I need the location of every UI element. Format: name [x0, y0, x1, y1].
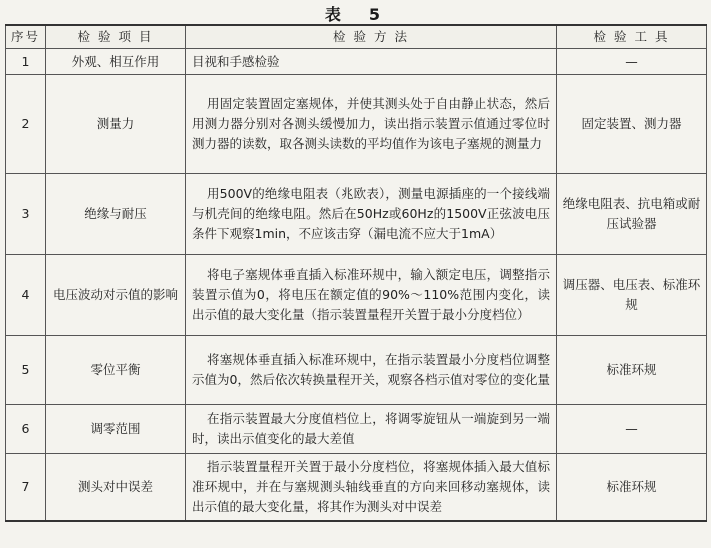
row-method-text: 用500V的绝缘电阻表（兆欧表），测量电源插座的一个接线端与机壳间的绝缘电阻。然后在50Hz或60Hz的1500V正弦波电压条件下观察1min，不应该击穿（漏电流不应大于1mA） [192, 186, 550, 241]
row-item: 测头对中误差 [46, 454, 186, 522]
row-tool: — [557, 49, 707, 75]
row-method [186, 336, 557, 405]
header-no: 序号 [6, 25, 46, 49]
row-method-text: 指示装置量程开关置于最小分度档位，将塞规体插入最大值标准环规中，并在与塞规测头轴线垂直的方向来回移动塞规体，读出示值的最大变化量，将其作为测头对中误差 [192, 459, 550, 514]
header-method: 检 验 方 法 [186, 25, 557, 49]
table-title: 表 5 [324, 5, 387, 24]
row-tool: 标准环规 [557, 336, 707, 405]
row-method [186, 405, 557, 454]
row-method-text: 将塞规体垂直插入标准环规中，在指示装置最小分度档位调整示值为0，然后依次转换量程开关，观察各档示值对零位的变化量 [192, 352, 550, 387]
row-tool: 固定装置、测力器 [557, 75, 707, 174]
row-item: 电压波动对示值的影响 [46, 255, 186, 336]
row-item: 外观、相互作用 [46, 49, 186, 75]
table-row [6, 174, 707, 255]
row-no: 4 [6, 255, 46, 336]
row-item: 调零范围 [46, 405, 186, 454]
row-method [186, 255, 557, 336]
row-method [186, 454, 557, 522]
header-row [6, 25, 707, 49]
row-tool: — [557, 405, 707, 454]
row-method [186, 174, 557, 255]
row-method [186, 75, 557, 174]
table-row [6, 405, 707, 454]
row-item: 测量力 [46, 75, 186, 174]
header-item: 检 验 项 目 [46, 25, 186, 49]
row-no: 5 [6, 336, 46, 405]
row-method-text: 目视和手感检验 [192, 53, 280, 69]
header-tool: 检 验 工 具 [557, 25, 707, 49]
row-item: 零位平衡 [46, 336, 186, 405]
row-tool: 调压器、电压表、标准环规 [557, 255, 707, 336]
row-no: 1 [6, 49, 46, 75]
inspection-table [5, 24, 707, 522]
row-method-text: 将电子塞规体垂直插入标准环规中，输入额定电压，调整指示装置示值为0，将电压在额定值的90%～110%范围内变化，读出示值的最大变化量（指示装置量程开关置于最小分度档位） [192, 267, 550, 322]
table-row [6, 49, 707, 75]
row-method-text: 在指示装置最大分度值档位上，将调零旋钮从一端旋到另一端时，读出示值变化的最大差值 [192, 411, 550, 446]
row-no: 3 [6, 174, 46, 255]
row-no: 7 [6, 454, 46, 522]
row-no: 2 [6, 75, 46, 174]
row-item: 绝缘与耐压 [46, 174, 186, 255]
row-tool: 绝缘电阻表、抗电箱或耐压试验器 [557, 174, 707, 255]
row-method-text: 用固定装置固定塞规体，并使其测头处于自由静止状态，然后用测力器分别对各测头缓慢加力，读出指示装置示值通过零位时测力器的读数，取各测头读数的平均值作为该电子塞规的测量力 [192, 96, 550, 151]
table-row [6, 75, 707, 174]
row-tool: 标准环规 [557, 454, 707, 522]
row-method [186, 49, 557, 75]
table-row [6, 454, 707, 522]
row-no: 6 [6, 405, 46, 454]
table-row [6, 255, 707, 336]
table-row [6, 336, 707, 405]
